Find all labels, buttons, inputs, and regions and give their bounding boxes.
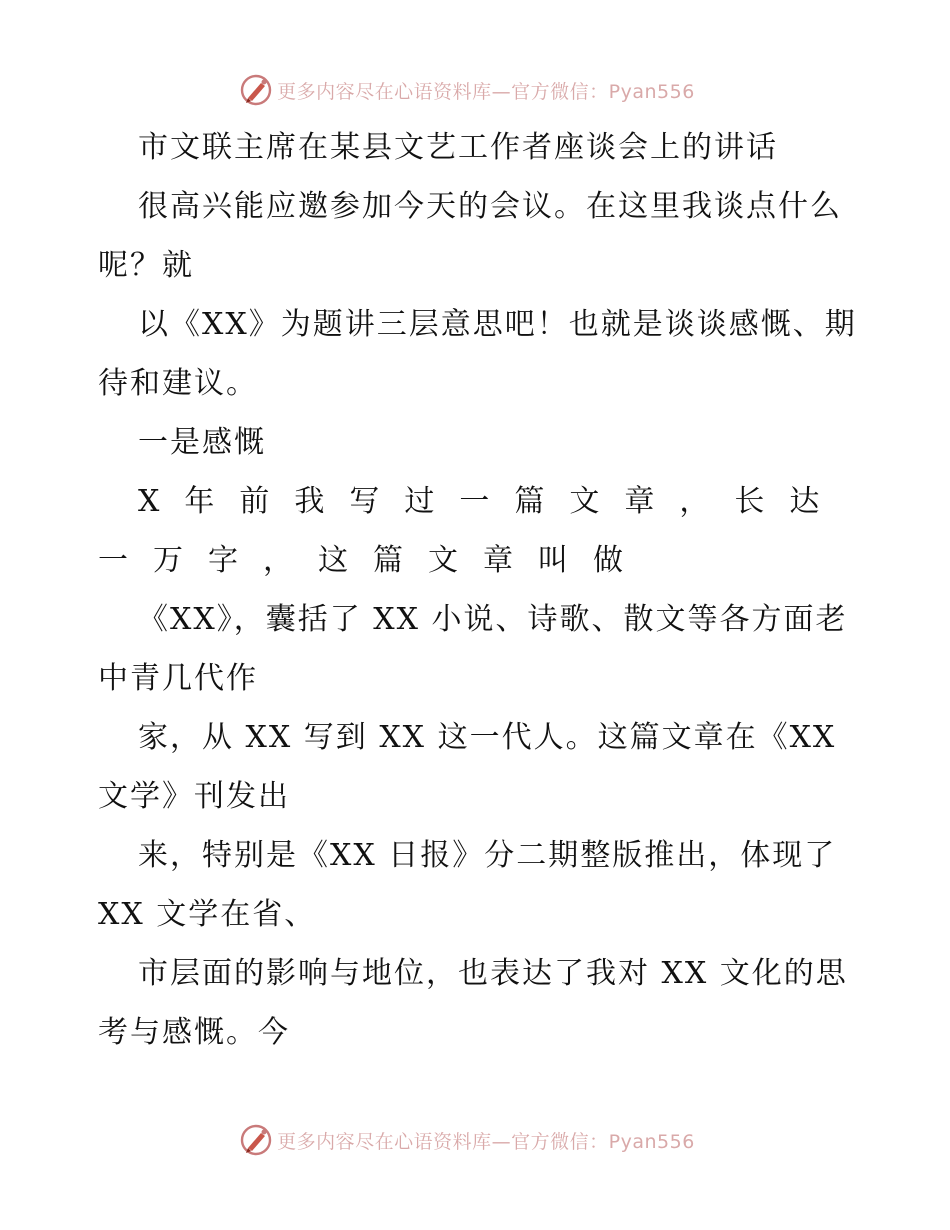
header-banner: [0, 70, 950, 110]
section-heading: 一是感慨: [138, 425, 266, 460]
document-title: 市文联主席在某县文艺工作者座谈会上的讲话: [138, 130, 778, 165]
paragraph: 家，从 XX 写到 XX 这一代人。这篇文章在《XX 文学》刊发出: [98, 720, 837, 814]
paragraph: 来，特别是《XX 日报》分二期整版推出，体现了 XX 文学在省、: [98, 838, 837, 932]
footer-banner-content: [239, 1123, 695, 1157]
document-body: [98, 118, 858, 1062]
paragraph: 以《XX》为题讲三层意思吧！也就是谈谈感慨、期待和建议。: [98, 307, 857, 401]
pen-logo-icon: [239, 73, 273, 107]
paragraph: 市层面的影响与地位，也表达了我对 XX 文化的思考与感慨。今: [98, 956, 848, 1050]
header-banner-text: 更多内容尽在心语资料库—官方微信：Pyan556: [277, 80, 695, 103]
footer-banner-text: 更多内容尽在心语资料库—官方微信：Pyan556: [277, 1130, 695, 1153]
footer-banner: [0, 1120, 950, 1160]
paragraph: X年前我写过一篇文章，长达一万字，这篇文章叫做: [98, 484, 845, 578]
header-banner-content: [239, 73, 695, 107]
paragraph: 《XX》，囊括了 XX 小说、诗歌、散文等各方面老中青几代作: [98, 602, 848, 696]
paragraph: 很高兴能应邀参加今天的会议。在这里我谈点什么呢？就: [98, 189, 842, 283]
pen-logo-icon: [239, 1123, 273, 1157]
